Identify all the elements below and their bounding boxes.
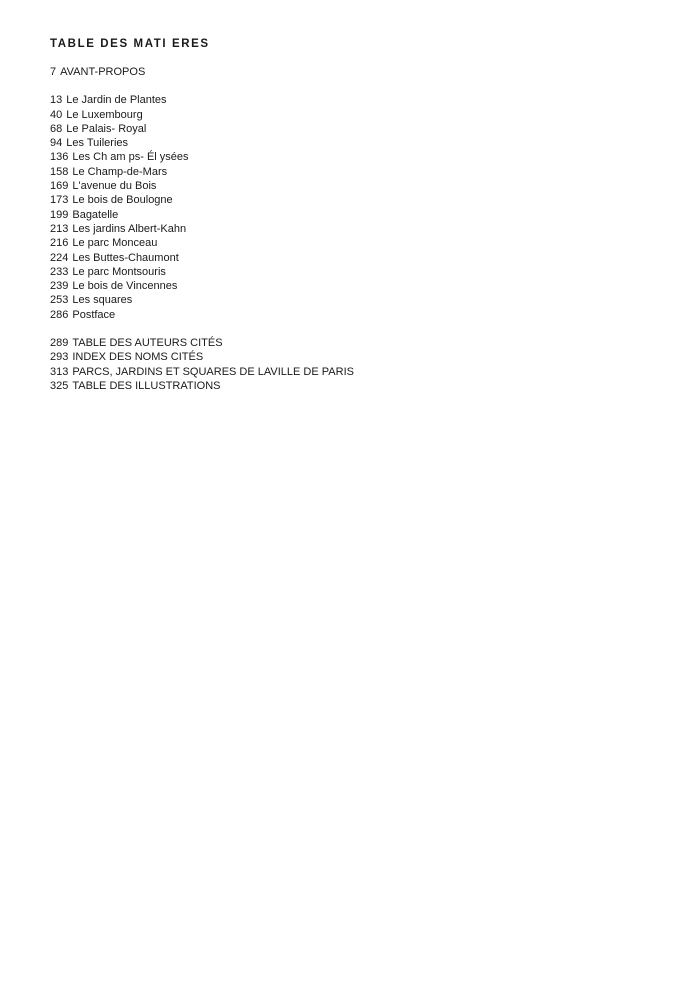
toc-entry — [50, 208, 650, 222]
toc-entry-label: Bagatelle — [72, 208, 119, 221]
toc-entry — [50, 165, 650, 179]
toc-page-number: 68 — [50, 122, 63, 135]
toc-page-number: 289 — [50, 337, 69, 350]
table-of-contents — [50, 65, 650, 393]
toc-page-number: 286 — [50, 308, 69, 321]
toc-page-number: 40 — [50, 108, 63, 121]
toc-entry — [50, 150, 650, 164]
toc-entry-label: TABLE DES ILLUSTRATIONS — [72, 379, 221, 392]
toc-page-number: 7 — [50, 66, 57, 78]
toc-entry-label: Les Ch am ps- Él ysées — [72, 151, 189, 164]
toc-entry — [50, 251, 650, 265]
toc-entry-label: INDEX DES NOMS CITÉS — [72, 351, 204, 364]
toc-entry-label: Les squares — [72, 294, 133, 307]
toc-page-number: 169 — [50, 180, 69, 193]
toc-entry — [50, 379, 650, 393]
toc-entry — [50, 179, 650, 193]
toc-entry-label: Le bois de Vincennes — [72, 280, 178, 293]
toc-entry — [50, 136, 650, 150]
toc-page-number: 313 — [50, 365, 69, 378]
toc-entry-label: L'avenue du Bois — [72, 180, 157, 193]
toc-page-number: 293 — [50, 351, 69, 364]
toc-group — [50, 336, 650, 393]
toc-entry-label: Le bois de Boulogne — [72, 194, 173, 207]
toc-page-number: 136 — [50, 151, 69, 164]
toc-entry — [50, 308, 650, 322]
toc-entry-label: TABLE DES AUTEURS CITÉS — [72, 337, 223, 350]
toc-entry — [50, 193, 650, 207]
toc-group — [50, 65, 650, 79]
toc-page-number: 224 — [50, 251, 69, 264]
toc-entry-label: Le Palais- Royal — [66, 122, 147, 135]
toc-page-number: 253 — [50, 294, 69, 307]
toc-entry-label: Les Buttes-Chaumont — [72, 251, 179, 264]
toc-entry — [50, 293, 650, 307]
toc-entry — [50, 265, 650, 279]
toc-page-number: 13 — [50, 94, 63, 107]
toc-entry-label: Le Luxembourg — [66, 108, 143, 121]
toc-page-number: 233 — [50, 265, 69, 278]
toc-entry-label: Les Tuileries — [66, 137, 129, 150]
toc-page-number: 173 — [50, 194, 69, 207]
toc-page-number: 213 — [50, 222, 69, 235]
toc-entry — [50, 336, 650, 350]
toc-entry-label: Le Jardin de Plantes — [66, 94, 167, 107]
toc-entry-label: Le Champ-de-Mars — [72, 165, 168, 178]
toc-page-number: 158 — [50, 165, 69, 178]
toc-page-number: 199 — [50, 208, 69, 221]
toc-entry — [50, 122, 650, 136]
toc-page-number: 94 — [50, 137, 63, 150]
toc-group — [50, 93, 650, 322]
toc-page-number: 325 — [50, 379, 69, 392]
toc-entry — [50, 279, 650, 293]
toc-entry-label: Les jardins Albert-Kahn — [72, 222, 187, 235]
toc-entry — [50, 222, 650, 236]
page-title: TABLE DES MATI ERES — [50, 38, 210, 50]
document-page — [50, 36, 650, 393]
toc-entry — [50, 236, 650, 250]
toc-page-number: 239 — [50, 280, 69, 293]
toc-entry — [50, 108, 650, 122]
toc-entry-label: AVANT-PROPOS — [60, 66, 146, 78]
toc-entry-label: Le parc Montsouris — [72, 265, 166, 278]
toc-entry — [50, 93, 650, 107]
toc-page-number: 216 — [50, 237, 69, 250]
toc-entry — [50, 350, 650, 364]
toc-entry-label: Le parc Monceau — [72, 237, 158, 250]
toc-entry — [50, 365, 650, 379]
toc-entry — [50, 65, 650, 79]
toc-entry-label: PARCS, JARDINS ET SQUARES DE LAVILLE DE PARIS — [72, 365, 354, 378]
toc-entry-label: Postface — [72, 308, 116, 321]
